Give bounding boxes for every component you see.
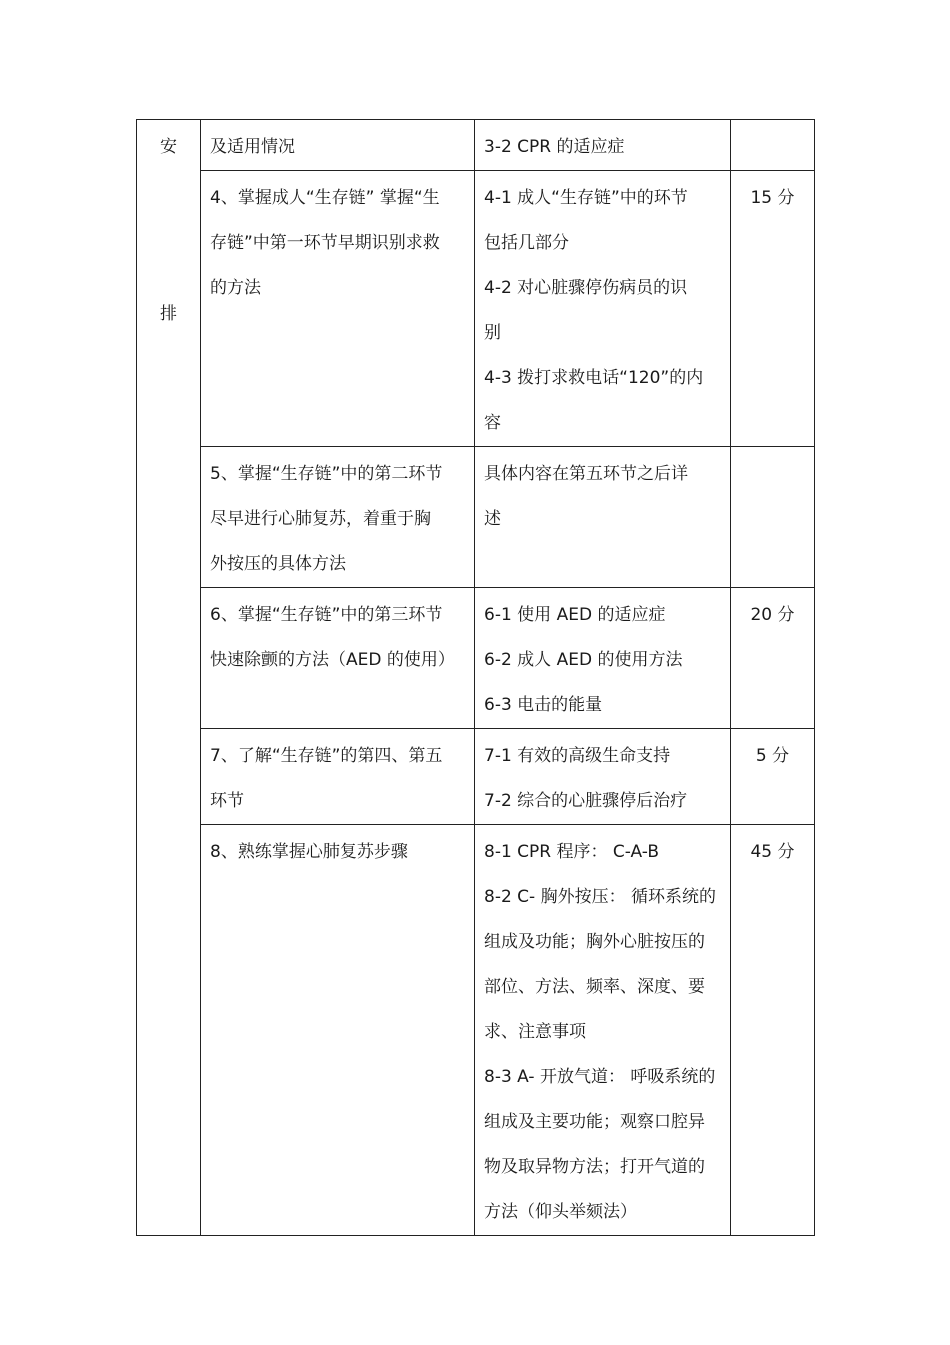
objective-cell-line: 尽早进行心肺复苏，着重于胸 [210, 509, 431, 529]
objective-cell-line: 4、掌握成人“生存链” 掌握“生 [210, 188, 440, 208]
objective-cell [201, 120, 475, 171]
content-cell-line: 7-2 综合的心脏骤停后治疗 [484, 791, 688, 811]
content-cell-line: 组成及功能；胸外心脏按压的 [484, 932, 705, 952]
section-label-char: 排 [160, 304, 177, 324]
objective-cell [201, 447, 475, 588]
time-value: 45 分 [750, 842, 795, 862]
content-cell-line: 4-1 成人“生存链”中的环节 [484, 188, 688, 208]
content-cell-line: 8-2 C- 胸外按压： 循环系统的 [484, 887, 716, 907]
time-cell [731, 825, 815, 1236]
table-row [137, 729, 815, 825]
time-cell [731, 447, 815, 588]
objective-cell-line: 8、熟练掌握心肺复苏步骤 [210, 842, 408, 862]
course-schedule-table [136, 119, 815, 1236]
objective-cell-line: 及适用情况 [210, 137, 295, 157]
objective-cell [201, 171, 475, 447]
content-cell-line: 8-1 CPR 程序： C-A-B [484, 842, 659, 862]
content-cell-line: 8-3 A- 开放气道： 呼吸系统的 [484, 1067, 716, 1087]
content-cell-line: 别 [484, 323, 501, 343]
table-body [137, 120, 815, 1236]
objective-cell-line: 环节 [210, 791, 244, 811]
section-label-char: 安 [160, 137, 177, 157]
time-value: 5 分 [755, 746, 790, 766]
content-cell [475, 729, 731, 825]
table-row [137, 588, 815, 729]
content-cell [475, 588, 731, 729]
content-cell-line: 述 [484, 509, 501, 529]
content-cell [475, 171, 731, 447]
content-cell [475, 120, 731, 171]
objective-cell-line: 6、掌握“生存链”中的第三环节 [210, 605, 443, 625]
content-cell-line: 6-2 成人 AED 的使用方法 [484, 650, 683, 670]
objective-cell-line: 5、掌握“生存链”中的第二环节 [210, 464, 443, 484]
time-value: 15 分 [750, 188, 795, 208]
objective-cell-line: 外按压的具体方法 [210, 554, 346, 574]
content-cell-line: 物及取异物方法；打开气道的 [484, 1157, 705, 1177]
content-cell-line: 4-3 拨打求救电话“120”的内 [484, 368, 704, 388]
table-row [137, 171, 815, 447]
section-label-cell [137, 120, 201, 1236]
content-cell-line: 4-2 对心脏骤停伤病员的识 [484, 278, 688, 298]
content-cell-line: 6-1 使用 AED 的适应症 [484, 605, 666, 625]
table-row [137, 825, 815, 1236]
content-cell-line: 组成及主要功能；观察口腔异 [484, 1112, 705, 1132]
objective-cell [201, 825, 475, 1236]
objective-cell-line: 的方法 [210, 278, 261, 298]
content-cell [475, 825, 731, 1236]
time-cell [731, 729, 815, 825]
objective-cell [201, 588, 475, 729]
time-value: 20 分 [750, 605, 795, 625]
content-cell-line: 包括几部分 [484, 233, 569, 253]
time-cell [731, 120, 815, 171]
objective-cell-line: 快速除颤的方法（AED 的使用） [210, 650, 455, 670]
content-cell-line: 求、注意事项 [484, 1022, 586, 1042]
content-cell-line: 容 [484, 413, 501, 433]
table-row [137, 447, 815, 588]
content-cell-line: 3-2 CPR 的适应症 [484, 137, 625, 157]
objective-cell-line: 存链”中第一环节早期识别求救 [210, 233, 440, 253]
content-cell-line: 具体内容在第五环节之后详 [484, 464, 688, 484]
content-cell [475, 447, 731, 588]
time-cell [731, 588, 815, 729]
content-cell-line: 方法（仰头举颏法） [484, 1202, 637, 1222]
objective-cell-line: 7、了解“生存链”的第四、第五 [210, 746, 443, 766]
table-row [137, 120, 815, 171]
content-cell-line: 6-3 电击的能量 [484, 695, 603, 715]
objective-cell [201, 729, 475, 825]
content-cell-line: 部位、方法、频率、深度、要 [484, 977, 705, 997]
content-cell-line: 7-1 有效的高级生命支持 [484, 746, 671, 766]
time-cell [731, 171, 815, 447]
